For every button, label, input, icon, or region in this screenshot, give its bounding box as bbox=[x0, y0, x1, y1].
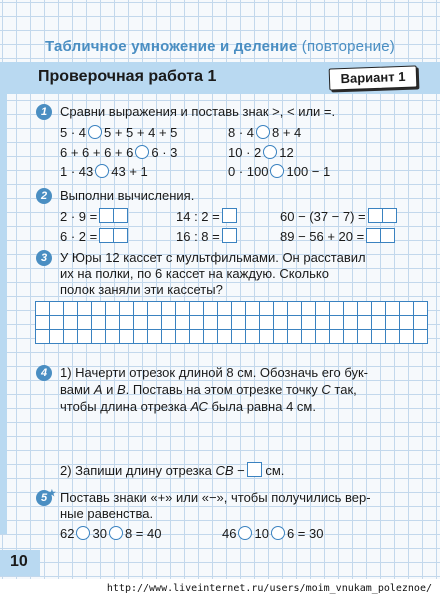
variant-label: Вариант 1 bbox=[329, 65, 418, 90]
task5-text-line: ные равенства. bbox=[60, 506, 154, 521]
task5-equation: 46 10 6 = 30 bbox=[222, 526, 324, 541]
task2-expr: 14 : 2 = bbox=[176, 208, 237, 224]
task4-text-line: чтобы длина отрезка АС была равна 4 см. bbox=[60, 399, 316, 414]
task-number-badge: 2 bbox=[36, 188, 52, 204]
answer-box[interactable] bbox=[99, 228, 128, 246]
task1-expr: 10 · 2 12 bbox=[228, 145, 294, 160]
header-subtitle: (повторение) bbox=[301, 38, 395, 55]
task2-expr: 60 − (37 − 7) = bbox=[280, 208, 397, 226]
compare-circle[interactable] bbox=[88, 125, 102, 139]
task1-text: Сравни выражения и поставь знак >, < или =. bbox=[60, 104, 336, 119]
compare-circle[interactable] bbox=[95, 164, 109, 178]
task2-text: Выполни вычисления. bbox=[60, 188, 195, 203]
task-number-badge: 4 bbox=[36, 365, 52, 381]
task2-expr: 16 : 8 = bbox=[176, 228, 237, 244]
task2-expr: 89 − 56 + 20 = bbox=[280, 228, 395, 246]
page-number: 10 bbox=[10, 553, 28, 570]
answer-box[interactable] bbox=[222, 208, 237, 223]
task4-part2: 2) Запиши длину отрезка СВ − см. bbox=[60, 463, 285, 478]
task-number-badge: 5 ★ bbox=[36, 490, 52, 506]
task1-expr: 1 · 43 43 + 1 bbox=[60, 164, 148, 179]
task3-text-line: полок заняли эти кассеты? bbox=[60, 282, 223, 297]
task1-expr: 0 · 100 100 − 1 bbox=[228, 164, 331, 179]
answer-box[interactable] bbox=[366, 228, 395, 246]
star-icon: ★ bbox=[47, 488, 56, 498]
header-title: Табличное умножение и деление bbox=[44, 38, 298, 55]
task1-expr: 6 + 6 + 6 + 6 6 · 3 bbox=[60, 145, 178, 160]
answer-box[interactable] bbox=[247, 462, 262, 477]
sign-circle[interactable] bbox=[238, 526, 252, 540]
sign-circle[interactable] bbox=[109, 526, 123, 540]
task3-text-line: их на полки, по 6 кассет на каждую. Сколько bbox=[60, 266, 329, 281]
task2-expr: 2 · 9 = bbox=[60, 208, 128, 226]
task5-text-line: Поставь знаки «+» или «−», чтобы получились вер- bbox=[60, 490, 371, 505]
test-title: Проверочная работа 1 bbox=[38, 68, 217, 85]
source-url[interactable]: http://www.liveinternet.ru/users/moim_vnukam_poleznoe/ bbox=[0, 579, 440, 599]
compare-circle[interactable] bbox=[135, 145, 149, 159]
sign-circle[interactable] bbox=[76, 526, 90, 540]
task3-text-line: У Юры 12 кассет с мультфильмами. Он расставил bbox=[60, 250, 366, 265]
sign-circle[interactable] bbox=[271, 526, 285, 540]
task4-text-line: 1) Начерти отрезок длиной 8 см. Обозначь его бук- bbox=[60, 365, 369, 380]
answer-grid[interactable] bbox=[35, 301, 428, 344]
task5-equation: 62 30 8 = 40 bbox=[60, 526, 162, 541]
task2-expr: 6 · 2 = bbox=[60, 228, 128, 246]
page-header bbox=[0, 38, 440, 55]
task4-text-line: вами А и В. Поставь на этом отрезке точку С так, bbox=[60, 382, 357, 397]
task1-expr: 5 · 4 5 + 5 + 4 + 5 bbox=[60, 125, 178, 140]
compare-circle[interactable] bbox=[263, 145, 277, 159]
answer-box[interactable] bbox=[99, 208, 128, 226]
task1-expr: 8 · 4 8 + 4 bbox=[228, 125, 302, 140]
left-margin-bar bbox=[0, 94, 7, 534]
task-number-badge: 3 bbox=[36, 250, 52, 266]
task-number-badge: 1 bbox=[36, 104, 52, 120]
answer-box[interactable] bbox=[368, 208, 397, 226]
answer-box[interactable] bbox=[222, 228, 237, 243]
compare-circle[interactable] bbox=[270, 164, 284, 178]
compare-circle[interactable] bbox=[256, 125, 270, 139]
